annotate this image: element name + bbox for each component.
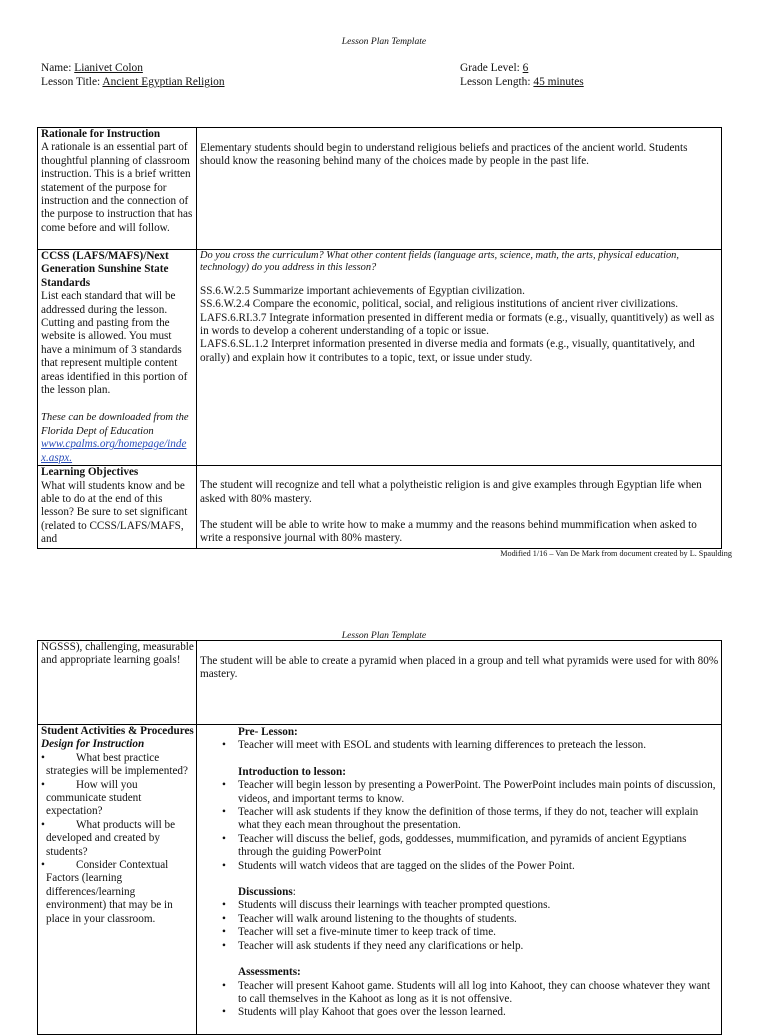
discussions-title: Discussions: [238, 886, 293, 899]
standards-label-cell: [38, 250, 197, 466]
activities-label-cell: [38, 725, 197, 1035]
list-item: • Students will play Kahoot that goes over the lesson learned.: [238, 1006, 719, 1019]
list-item: • Teacher will begin lesson by presenting a PowerPoint. The PowerPoint includes main points of discussion, videos, and important terms to know.: [238, 779, 719, 806]
list-item: • Teacher will set a five-minute timer to keep track of time.: [238, 926, 719, 939]
activities-content-cell: [197, 725, 722, 1035]
standards-row: [38, 250, 722, 466]
list-item: • Teacher will meet with ESOL and students with learning differences to preteach the lesson.: [238, 739, 719, 752]
list-item: • Teacher will discuss the belief, gods, goddesses, mummification, and pyramids of ancient Egyptians through the guiding PowerPoint: [238, 833, 719, 860]
page-footer: Modified 1/16 – Van De Mark from document created by L. Spaulding: [500, 549, 732, 558]
grade-value: 6: [522, 62, 529, 74]
objectives-continued-row: [38, 641, 722, 725]
standard-item: LAFS.6.SL.1.2 Interpret information presented in diverse media and formats (e.g., visually, quantitatively, and orally) and explain how it contributes to a topic, text, or issue under study.: [200, 338, 695, 364]
teacher-info: [41, 61, 225, 89]
rationale-content: Elementary students should begin to understand religious beliefs and practices of the ancient world. Students should know the reasoning behind many of the choices made by people in the past life.: [200, 142, 688, 168]
activities-subtitle: Design for Instruction: [41, 738, 145, 751]
grade-info: [460, 61, 584, 89]
cross-curriculum-question: Do you cross the curriculum? What other content fields (language arts, science, math, the arts, physical education, technology) do you address in this lesson?: [200, 250, 679, 274]
name-label: Name:: [41, 62, 72, 74]
lesson-plan-table-page-1: [37, 127, 722, 549]
length-value: 45 minutes: [533, 76, 584, 88]
list-item: • Teacher will walk around listening to the thoughts of students.: [238, 913, 719, 926]
assessments-title: Assessments:: [238, 966, 301, 979]
objective-item: The student will be able to write how to make a mummy and the reasons behind mummification when asked to write a responsive journal with 80% mastery.: [200, 518, 697, 545]
objectives-row: [38, 466, 722, 549]
standard-item: SS.6.W.2.4 Compare the economic, political, social, and religious institutions of ancient river civilizations.: [200, 298, 679, 311]
design-question: • What best practice strategies will be implemented?: [41, 751, 188, 778]
list-item: • Teacher will ask students if they know the definition of those terms, if they do not, teacher will explain what they each mean throughout the presentation.: [238, 806, 719, 833]
objectives-label-cell: [38, 466, 197, 549]
objectives-description: What will students know and be able to do at the end of this lesson? Be sure to set significant (related to CCSS/LAFS/MAFS, and: [41, 479, 188, 546]
activities-row: [38, 725, 722, 1035]
list-item: • Teacher will present Kahoot game. Students will all log into Kahoot, they can choose whatever they want to call themselves in the Kahoot as long as it is not offensive.: [238, 980, 719, 1007]
objectives-content-cell: [197, 466, 722, 549]
cpalms-link[interactable]: www.cpalms.org/homepage/index.aspx.: [41, 438, 187, 464]
rationale-description: A rationale is an essential part of thoughtful planning of classroom instruction. This is a brief written statement of the purpose for instruction and the connection of the purpose to instruction that has come before and will follow.: [41, 141, 193, 234]
objectives-title: Learning Objectives: [41, 466, 139, 479]
rationale-title: Rationale for Instruction: [41, 128, 161, 140]
length-label: Lesson Length:: [460, 76, 531, 88]
page-header-1: Lesson Plan Template: [341, 36, 427, 47]
list-item: • Students will discuss their learnings with teacher prompted questions.: [238, 899, 719, 912]
standards-content-cell: [197, 250, 722, 466]
design-question: • What products will be developed and created by students?: [41, 818, 176, 858]
standard-item: SS.6.W.2.5 Summarize important achievements of Egyptian civilization.: [200, 284, 525, 297]
intro-title: Introduction to lesson:: [238, 765, 346, 778]
objective-item: The student will recognize and tell what a polytheistic religion is and give examples through Egyptian life when asked with 80% mastery.: [200, 479, 702, 505]
rationale-label-cell: [38, 128, 197, 250]
activities-title: Student Activities & Procedures: [41, 725, 194, 737]
objectives-description-continued: NGSSS), challenging, measurable and appropriate learning goals!: [41, 641, 194, 667]
lesson-title-label: Lesson Title:: [41, 76, 101, 88]
objectives-continued-label-cell: [38, 641, 197, 725]
pre-lesson-list: [200, 739, 719, 752]
grade-row: [460, 61, 584, 75]
assessments-list: [200, 980, 719, 1020]
design-question: • Consider Contextual Factors (learning differences/learning environment) that may be in place in your classroom.: [41, 859, 173, 925]
lesson-title-row: [41, 75, 225, 89]
name-row: [41, 61, 225, 75]
design-question: • How will you communicate student expectation?: [41, 778, 142, 818]
rationale-content-cell: [197, 128, 722, 250]
objectives-continued-content-cell: [197, 641, 722, 725]
discussions-heading: Discussions:: [238, 886, 296, 899]
lesson-title-value: Ancient Egyptian Religion: [102, 76, 225, 88]
list-item: • Students will watch videos that are tagged on the slides of the Power Point.: [238, 860, 719, 873]
lesson-plan-table-page-2: [37, 640, 722, 1035]
standard-item: LAFS.6.RI.3.7 Integrate information presented in different media or formats (e.g., visually, quantitively) as well as in words to develop a coherent understanding of a topic or issue.: [200, 311, 715, 338]
objective-item: The student will be able to create a pyramid when placed in a group and tell what pyramids were used for with 80% mastery.: [200, 655, 719, 681]
pre-lesson-title: Pre- Lesson:: [238, 726, 298, 738]
length-row: [460, 75, 584, 89]
rationale-row: [38, 128, 722, 250]
grade-label: Grade Level:: [460, 62, 520, 74]
standards-download-note: These can be downloaded from the Florida Dept of Education: [41, 412, 189, 437]
page-header-2: Lesson Plan Template: [341, 630, 427, 641]
name-value: Lianivet Colon: [74, 62, 143, 74]
intro-list: [200, 779, 719, 873]
discussions-list: [200, 899, 719, 953]
list-item: • Teacher will ask students if they need any clarifications or help.: [238, 940, 719, 953]
design-questions: [41, 752, 194, 926]
standards-title: CCSS (LAFS/MAFS)/Next Generation Sunshine State Standards: [41, 250, 169, 289]
standards-description: List each standard that will be addressed during the lesson. Cutting and pasting from the website is allowed. You must have a minimum of 3 standards that represent multiple content areas identified in this portion of the lesson plan.: [41, 290, 188, 397]
